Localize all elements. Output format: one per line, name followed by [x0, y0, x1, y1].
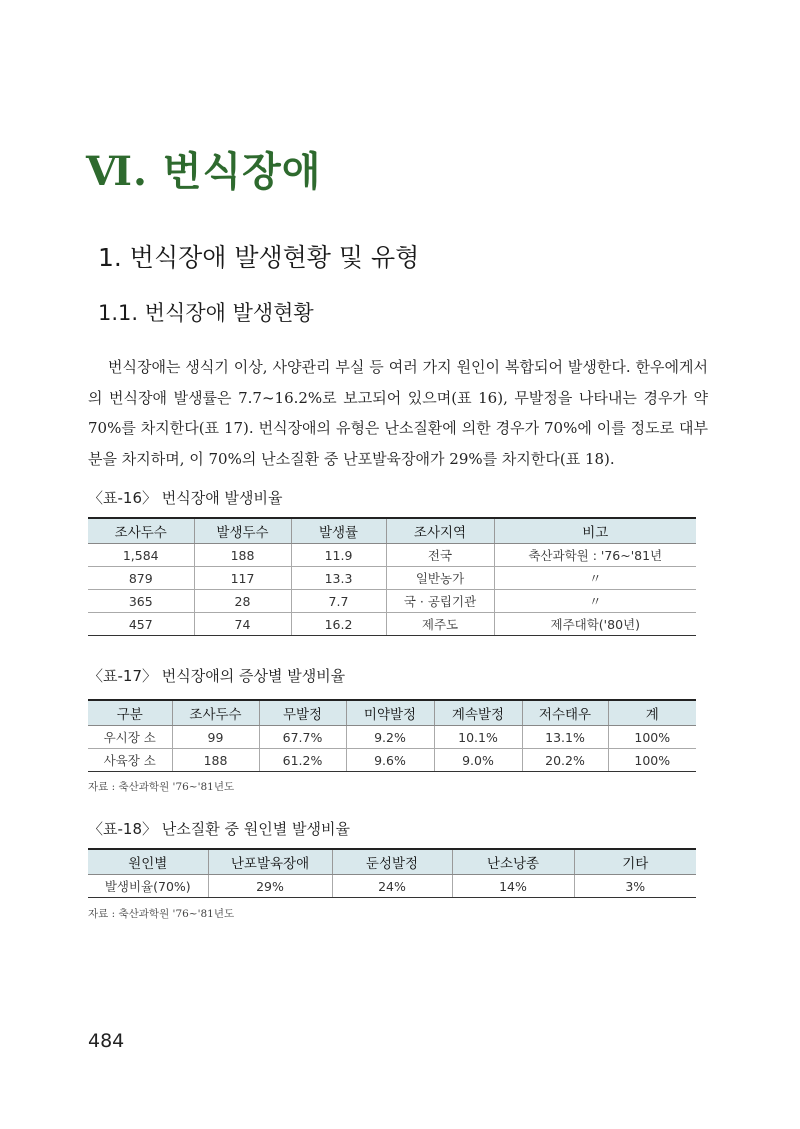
subsection-heading: 1.1. 번식장애 발생현황	[98, 301, 314, 325]
table-row	[88, 567, 696, 590]
table-header-cell: 무발정	[259, 700, 346, 726]
table16	[88, 517, 696, 636]
table18-caption: 〈표-18〉 난소질환 중 원인별 발생비율	[88, 820, 350, 838]
table-header-cell: 비고	[494, 518, 696, 544]
table17-source: 자료 : 축산과학원 '76~'81년도	[88, 781, 235, 793]
table-cell: 188	[172, 749, 259, 772]
table-header-cell: 발생률	[291, 518, 386, 544]
table-cell: 29%	[208, 875, 332, 898]
table-cell: 〃	[494, 590, 696, 613]
table-header-cell: 난포발육장애	[208, 849, 332, 875]
table-cell: 제주도	[386, 613, 494, 636]
table-cell: 사육장 소	[88, 749, 172, 772]
table-cell: 9.0%	[434, 749, 522, 772]
table-cell: 〃	[494, 567, 696, 590]
table-header-cell: 계	[608, 700, 696, 726]
table-header-cell: 발생두수	[194, 518, 291, 544]
table-header-cell: 난소낭종	[452, 849, 574, 875]
table-header-cell: 기타	[574, 849, 696, 875]
table-cell: 13.3	[291, 567, 386, 590]
table-cell: 13.1%	[522, 726, 608, 749]
table-header-cell: 구분	[88, 700, 172, 726]
table-cell: 74	[194, 613, 291, 636]
table-row	[88, 875, 696, 898]
table17-header-row	[88, 700, 696, 726]
table18	[88, 848, 696, 898]
table-cell: 61.2%	[259, 749, 346, 772]
body-paragraph: 번식장애는 생식기 이상, 사양관리 부실 등 여러 가지 원인이 복합되어 발생한다. 한우에게서의 번식장애 발생률은 7.7~16.2%로 보고되어 있으며(표 16), 무발정을 나타내는 경우가 약 70%를 차지한다(표 17). 번식장애의 유형은 난소질환에 의한 경우가 70%에 이를 정도로 대부분을 차지하며, 이 70%의 난소질환 중 난포발육장애가 29%를 차지한다(표 18).	[88, 358, 708, 468]
table-cell: 14%	[452, 875, 574, 898]
table-cell: 일반농가	[386, 567, 494, 590]
table-cell: 117	[194, 567, 291, 590]
table17	[88, 699, 696, 772]
table-cell: 국 · 공립기관	[386, 590, 494, 613]
table-header-cell: 조사지역	[386, 518, 494, 544]
table-header-cell: 둔성발정	[332, 849, 452, 875]
section-heading: 1. 번식장애 발생현황 및 유형	[98, 243, 420, 272]
chapter-numeral: Ⅵ.	[86, 148, 148, 195]
table-cell: 3%	[574, 875, 696, 898]
table-cell: 10.1%	[434, 726, 522, 749]
table-cell: 24%	[332, 875, 452, 898]
table-cell: 7.7	[291, 590, 386, 613]
table-cell: 100%	[608, 726, 696, 749]
table-cell: 188	[194, 544, 291, 567]
table-row	[88, 590, 696, 613]
table-cell: 28	[194, 590, 291, 613]
table-cell: 전국	[386, 544, 494, 567]
table-cell: 879	[88, 567, 194, 590]
table-cell: 11.9	[291, 544, 386, 567]
table16-caption: 〈표-16〉 번식장애 발생비율	[88, 489, 283, 507]
table-cell: 365	[88, 590, 194, 613]
table-cell: 우시장 소	[88, 726, 172, 749]
table16-header-row	[88, 518, 696, 544]
table-cell: 100%	[608, 749, 696, 772]
table-cell: 1,584	[88, 544, 194, 567]
table-header-cell: 조사두수	[172, 700, 259, 726]
table-row	[88, 749, 696, 772]
table-cell: 20.2%	[522, 749, 608, 772]
table-cell: 9.6%	[346, 749, 434, 772]
table-row	[88, 544, 696, 567]
table-cell: 67.7%	[259, 726, 346, 749]
chapter-title	[86, 140, 321, 197]
page-number: 484	[88, 1030, 125, 1052]
table-cell: 제주대학('80년)	[494, 613, 696, 636]
table-row	[88, 726, 696, 749]
table-header-cell: 계속발정	[434, 700, 522, 726]
table-cell: 발생비율(70%)	[88, 875, 208, 898]
table-header-cell: 저수태우	[522, 700, 608, 726]
table-row	[88, 613, 696, 636]
table-cell: 99	[172, 726, 259, 749]
chapter-title-text: 번식장애	[162, 149, 322, 195]
table17-caption: 〈표-17〉 번식장애의 증상별 발생비율	[88, 667, 346, 685]
table-header-cell: 원인별	[88, 849, 208, 875]
table18-source: 자료 : 축산과학원 '76~'81년도	[88, 908, 235, 920]
table-cell: 9.2%	[346, 726, 434, 749]
table-cell: 457	[88, 613, 194, 636]
table18-header-row	[88, 849, 696, 875]
table-header-cell: 미약발정	[346, 700, 434, 726]
table-cell: 축산과학원 : '76~'81년	[494, 544, 696, 567]
table-header-cell: 조사두수	[88, 518, 194, 544]
table-cell: 16.2	[291, 613, 386, 636]
